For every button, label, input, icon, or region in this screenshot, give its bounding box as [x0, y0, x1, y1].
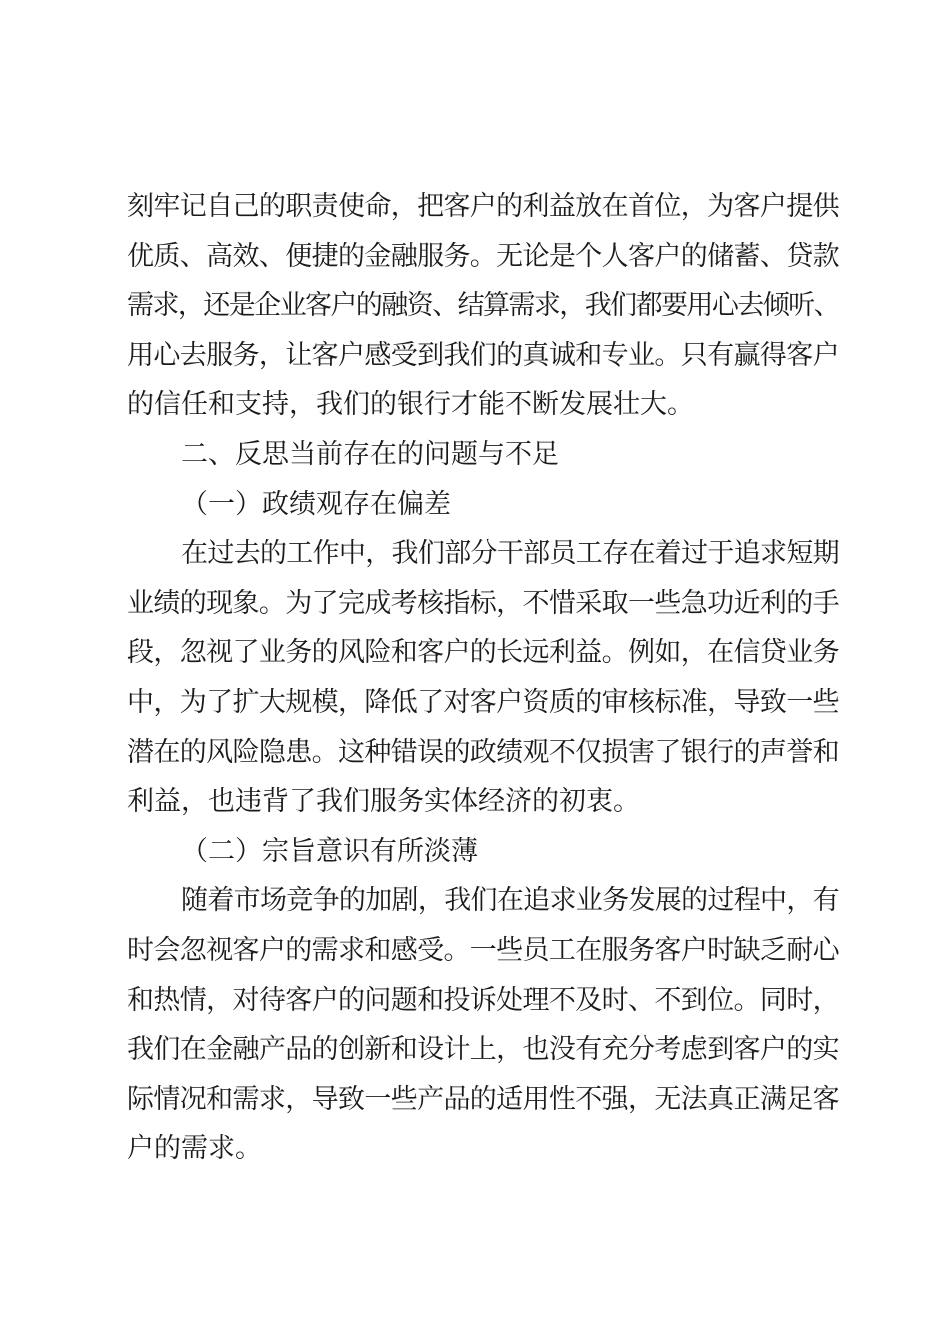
body-line: 潜在的风险隐患。这种错误的政绩观不仅损害了银行的声誉和	[127, 736, 839, 768]
body-line: 需求，还是企业客户的融资、结算需求，我们都要用心去倾听、	[127, 290, 840, 322]
body-line: 际情况和需求，导致一些产品的适用性不强，无法真正满足客	[127, 1083, 839, 1115]
body-line: 中，为了扩大规模，降低了对客户资质的审核标准，导致一些	[127, 686, 839, 718]
subsection-heading: （一）政绩观存在偏差	[181, 488, 451, 520]
body-line: 户的需求。	[127, 1133, 262, 1165]
body-line: 业绩的现象。为了完成考核指标，不惜采取一些急功近利的手	[127, 587, 839, 619]
body-line: 我们在金融产品的创新和设计上，也没有充分考虑到客户的实	[127, 1034, 839, 1066]
body-line: 段，忽视了业务的风险和客户的长远利益。例如，在信贷业务	[127, 637, 839, 669]
body-line: 优质、高效、便捷的金融服务。无论是个人客户的储蓄、贷款	[127, 240, 839, 272]
document-body	[127, 182, 839, 1174]
body-line: 时会忽视客户的需求和感受。一些员工在服务客户时缺乏耐心	[127, 934, 839, 966]
body-line: 的信任和支持，我们的银行才能不断发展壮大。	[127, 389, 694, 421]
body-line: 刻牢记自己的职责使命，把客户的利益放在首位，为客户提供	[127, 191, 839, 222]
section-heading: 二、反思当前存在的问题与不足	[181, 438, 559, 470]
body-line: 在过去的工作中，我们部分干部员工存在着过于追求短期	[181, 538, 839, 570]
body-line: 随着市场竞争的加剧，我们在追求业务发展的过程中，有	[181, 885, 839, 917]
body-line: 用心去服务，让客户感受到我们的真诚和专业。只有赢得客户	[127, 339, 839, 371]
subsection-heading: （二）宗旨意识有所淡薄	[181, 835, 478, 867]
body-line: 利益，也违背了我们服务实体经济的初衷。	[127, 786, 640, 818]
body-line: 和热情，对待客户的问题和投诉处理不及时、不到位。同时，	[127, 984, 839, 1016]
